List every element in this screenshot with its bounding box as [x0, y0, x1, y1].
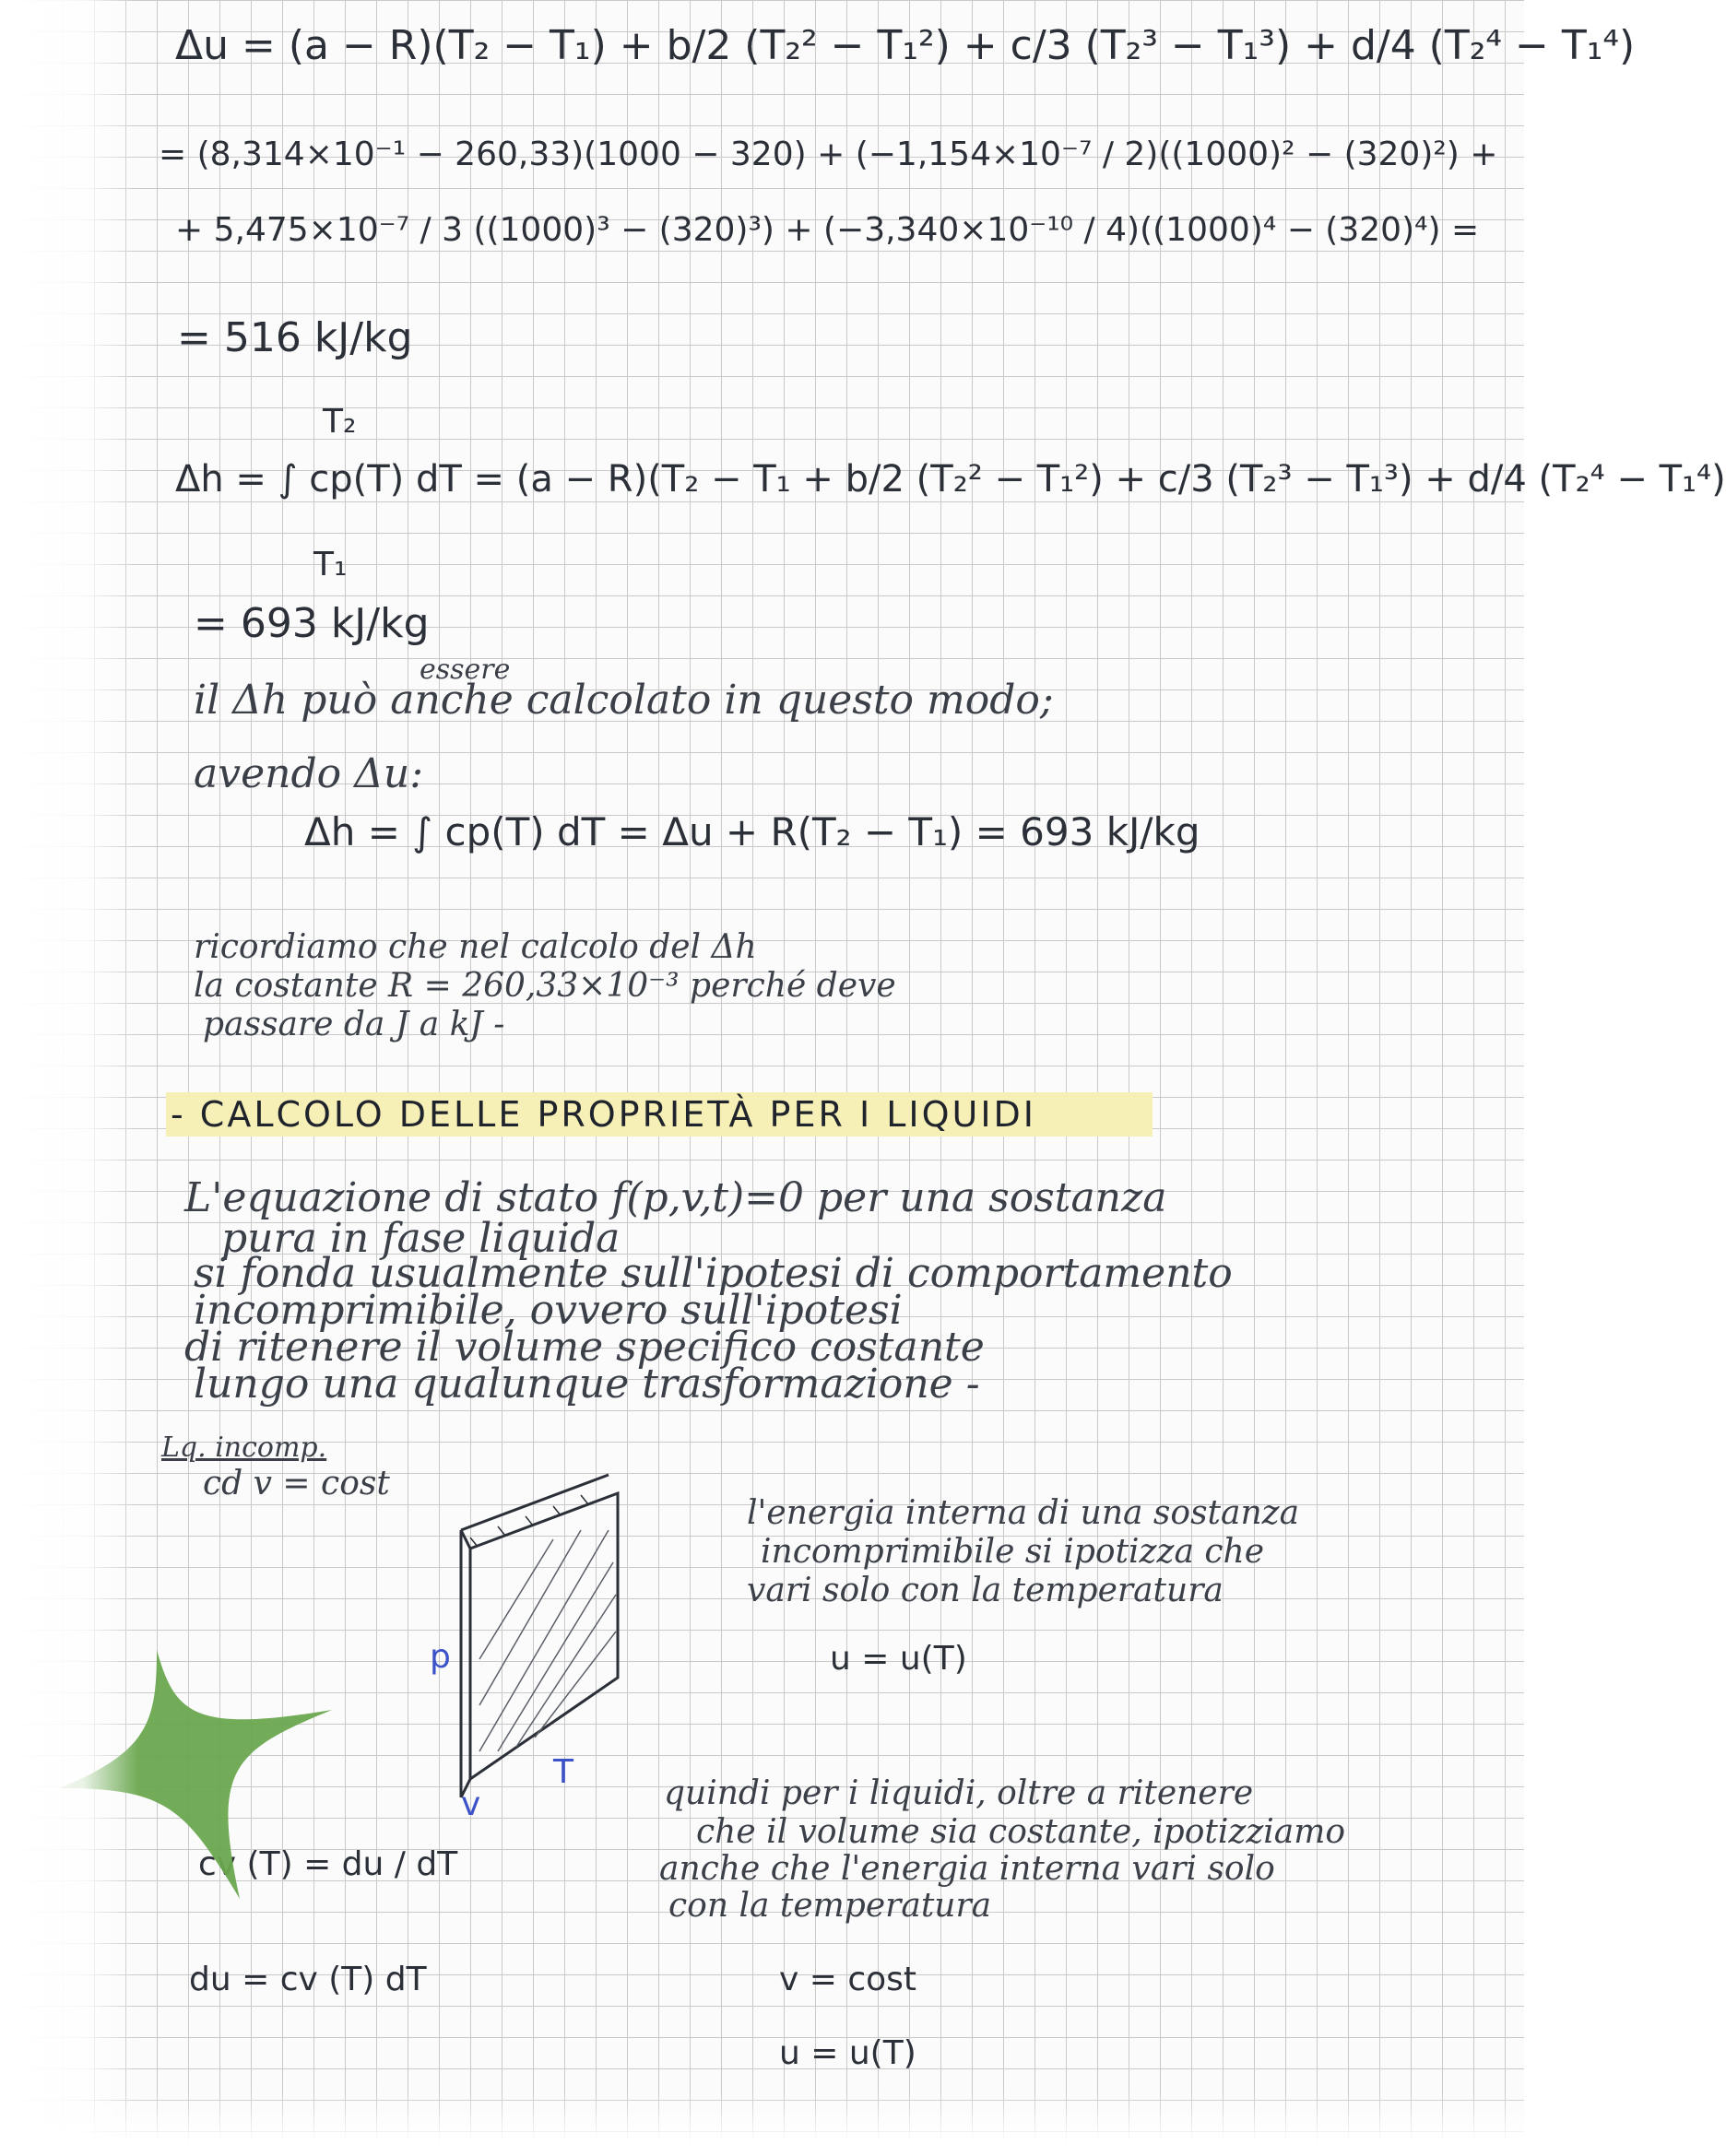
bottom-margin-fade	[0, 2092, 1524, 2156]
axis-label-p: p	[430, 1638, 451, 1676]
note-line-3: passare da J a kJ -	[203, 1006, 505, 1043]
dh-result: = 693 kJ/kg	[194, 600, 430, 647]
axis-label-v: v	[461, 1785, 481, 1823]
quindi-line-2: che il volume sia costante, ipotizziamo	[696, 1813, 1346, 1851]
axis-label-T: T	[553, 1753, 573, 1791]
side-label-volume: cd v = cost	[203, 1465, 390, 1502]
surface-hatching	[479, 1530, 616, 1751]
quindi-line-3: anche che l'energia interna vari solo	[659, 1850, 1275, 1888]
side-label-liquid: Lq. incomp.	[161, 1431, 327, 1464]
right-text-line-1: l'energia interna di una sostanza	[747, 1494, 1300, 1532]
paragraph-line-2: pura in fase liquida	[221, 1215, 621, 1262]
text-calcolato: il Δh può anche calcolato in questo modo;	[194, 677, 1054, 724]
note-line-1: ricordiamo che nel calcolo del Δh	[194, 928, 757, 966]
paragraph-line-3: si fonda usualmente sull'ipotesi di comportamento	[194, 1250, 1233, 1297]
annotation-essere: essere	[420, 654, 511, 686]
text-avendo: avendo Δu:	[194, 750, 424, 797]
paragraph-line-1: L'equazione di stato f(p,v,t)=0 per una sostanza	[184, 1174, 1167, 1221]
quindi-line-4: con la temperatura	[668, 1887, 992, 1925]
du-definition: du = cv (T) dT	[189, 1961, 427, 1998]
note-line-2: la costante R = 260,33×10⁻³ perché deve	[194, 967, 896, 1005]
du-substitution-line-2: + 5,475×10⁻⁷ / 3 ((1000)³ − (320)³) + (−3,340×10⁻¹⁰ / 4)((1000)⁴ − (320)⁴) =	[175, 211, 1480, 249]
volume-constant: v = cost	[779, 1961, 917, 1998]
paragraph-line-5: di ritenere il volume specifico costante	[184, 1324, 985, 1371]
dh-alternative-formula: Δh = ∫ cp(T) dT = Δu + R(T₂ − T₁) = 693 kJ/kg	[304, 809, 1200, 854]
integral-upper-limit: T₂	[323, 403, 357, 441]
quindi-line-1: quindi per i liquidi, oltre a ritenere	[664, 1774, 1254, 1812]
internal-energy-function: u = u(T)	[830, 1640, 967, 1678]
internal-energy-function-2: u = u(T)	[779, 2034, 916, 2072]
du-formula: Δu = (a − R)(T₂ − T₁) + b/2 (T₂² − T₁²) + c/3 (T₂³ − T₁³) + d/4 (T₂⁴ − T₁⁴)	[175, 22, 1636, 69]
surface-shape	[461, 1475, 618, 1797]
pvt-surface-diagram	[443, 1475, 645, 1825]
section-heading: - CALCOLO DELLE PROPRIETÀ PER I LIQUIDI	[171, 1094, 1037, 1135]
right-text-line-3: vari solo con la temperatura	[747, 1572, 1224, 1609]
integral-lower-limit: T₁	[313, 546, 348, 583]
left-margin-fade	[0, 0, 138, 2156]
right-text-line-2: incomprimibile si ipotizza che	[761, 1533, 1265, 1571]
du-result: = 516 kJ/kg	[177, 314, 413, 361]
paragraph-line-4: incomprimibile, ovvero sull'ipotesi	[194, 1287, 903, 1334]
dh-formula: Δh = ∫ cp(T) dT = (a − R)(T₂ − T₁ + b/2 (T₂² − T₁²) + c/3 (T₂³ − T₁³) + d/4 (T₂⁴ − T₁⁴)	[175, 458, 1726, 501]
paragraph-line-6: lungo una qualunque trasformazione -	[194, 1361, 980, 1408]
cv-definition: cv (T) = du / dT	[198, 1845, 458, 1883]
du-substitution-line-1: = (8,314×10⁻¹ − 260,33)(1000 − 320) + (−1,154×10⁻⁷ / 2)((1000)² − (320)²) +	[159, 135, 1498, 173]
